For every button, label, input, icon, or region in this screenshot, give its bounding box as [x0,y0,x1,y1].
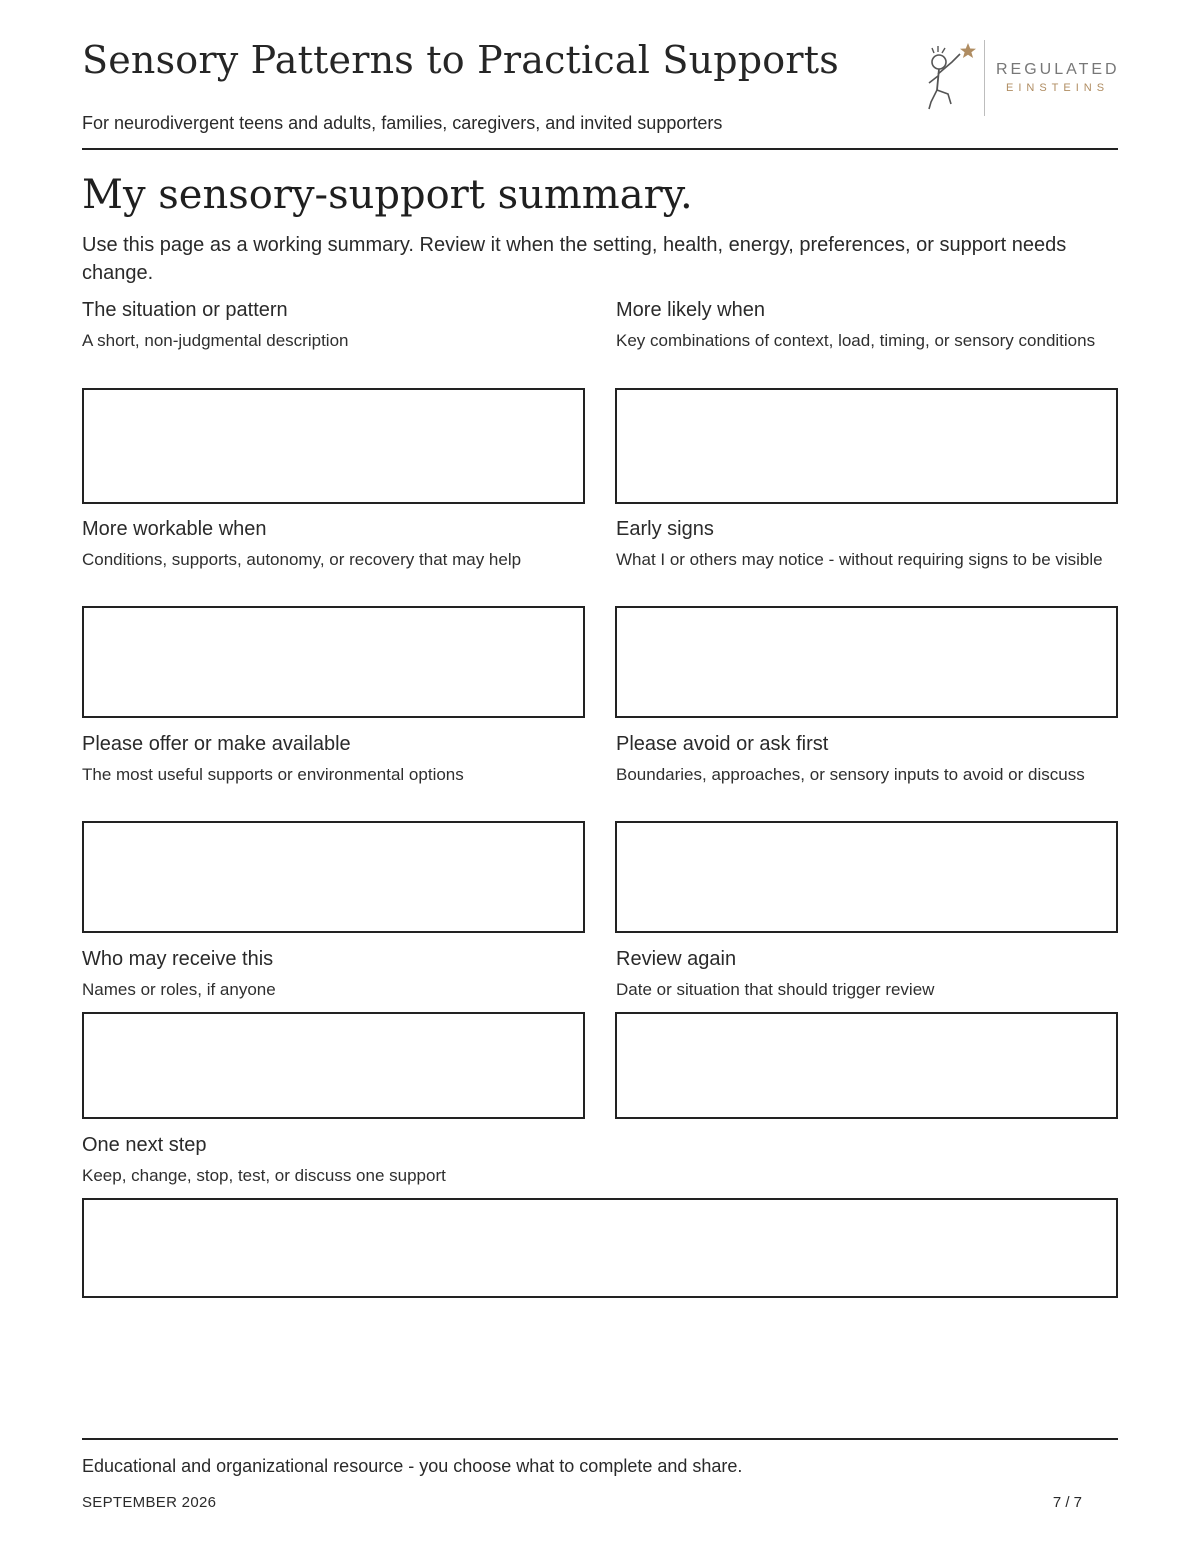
logo-divider [984,40,985,116]
field-label-who-may-receive: Who may receive this [82,948,274,970]
page-number: 7 / 7 [1052,1494,1082,1511]
field-label-more-workable: More workable when [82,518,267,540]
field-label-review-again: Review again [616,948,737,970]
field-hint-next-step: Keep, change, stop, test, or discuss one support [82,1166,446,1185]
field-label-please-offer: Please offer or make available [82,733,351,755]
field-label-next-step: One next step [82,1134,207,1156]
field-hint-please-avoid: Boundaries, approaches, or sensory inputs to avoid or discuss [616,765,1085,784]
field-label-early-signs: Early signs [616,518,714,540]
field-hint-please-offer: The most useful supports or environmental options [82,765,464,784]
early-signs-field[interactable] [615,606,1118,718]
field-hint-early-signs: What I or others may notice - without requiring signs to be visible [616,550,1103,569]
logo-wordmark-line2: EINSTEINS [1006,82,1110,94]
document-title: Sensory Patterns to Practical Supports [82,38,839,82]
field-hint-more-likely: Key combinations of context, load, timing, or sensory conditions [616,331,1096,350]
next-step-field[interactable] [82,1198,1118,1298]
more-likely-field[interactable] [615,388,1118,504]
document-subtitle: For neurodivergent teens and adults, families, caregivers, and invited supporters [82,113,723,133]
header-divider [82,148,1118,150]
field-hint-situation: A short, non-judgmental description [82,331,349,350]
stick-figure-reaching-star-icon [922,38,980,118]
field-hint-more-workable: Conditions, supports, autonomy, or recovery that may help [82,550,522,569]
please-avoid-field[interactable] [615,821,1118,933]
logo-wordmark-line1: REGULATED [996,61,1120,78]
section-heading: My sensory-support summary. [82,172,693,218]
review-again-field[interactable] [615,1012,1118,1119]
brand-logo [922,38,1122,118]
field-hint-who-may-receive: Names or roles, if anyone [82,980,276,999]
field-label-please-avoid: Please avoid or ask first [616,733,829,755]
field-label-more-likely: More likely when [616,299,765,321]
who-may-receive-field[interactable] [82,1012,585,1119]
footer-note: Educational and organizational resource - you choose what to complete and share. [82,1456,743,1476]
please-offer-field[interactable] [82,821,585,933]
intro-text: Use this page as a working summary. Review it when the setting, health, energy, preferences, or support needs change. [82,234,1067,284]
field-hint-review-again: Date or situation that should trigger review [616,980,935,999]
field-label-situation: The situation or pattern [82,299,288,321]
footer-divider [82,1438,1118,1440]
more-workable-field[interactable] [82,606,585,718]
situation-field[interactable] [82,388,585,504]
footer-date: SEPTEMBER 2026 [82,1494,217,1511]
